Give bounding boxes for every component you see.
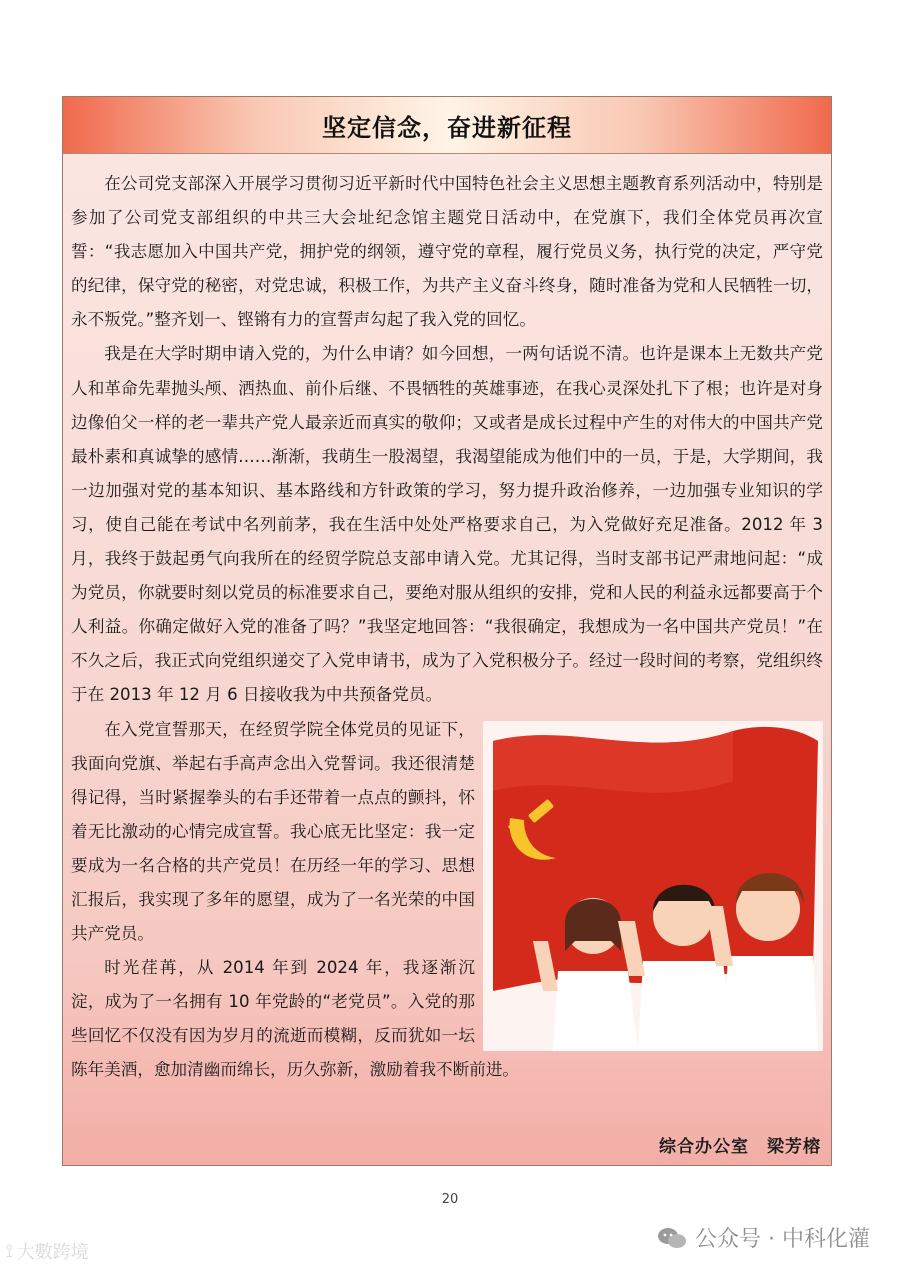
paragraph-3: 在入党宣誓那天，在经贸学院全体党员的见证下，我面向党旗、举起右手高声念出入党誓词。我还很清楚得记得，当时紧握拳头的右手还带着一点点的颤抖，怀着无比激动的心情完成宣誓。我心底无比坚定：我一定要成为一名合格的共产党员！在历经一年的学习、思想汇报后，我实现了多年的愿望，成为了一名光荣的中国共产党员。 xyxy=(71,719,475,944)
wechat-watermark xyxy=(657,1222,870,1253)
corner-watermark xyxy=(6,1238,89,1264)
paragraph-1: 在公司党支部深入开展学习贯彻习近平新时代中国特色社会主义思想主题教育系列活动中，特别是参加了公司党支部组织的中共三大会址纪念馆主题党日活动中，在党旗下，我们全体党员再次宣誓：“我志愿加入中国共产党，拥护党的纲领，遵守党的章程，履行党员义务，执行党的决定，严守党的纪律，保守党的秘密，对党忠诚，积极工作，为共产主义奋斗终身，随时准备为党和人民牺牲一切，永不叛党。”整齐划一、铿锵有力的宣誓声勾起了我入党的回忆。 xyxy=(71,174,823,330)
page-number: 20 xyxy=(441,1192,459,1207)
flag-and-youths-drawing xyxy=(483,721,823,1051)
article-signature: 综合办公室 梁芳榕 xyxy=(659,1137,821,1157)
paragraph-4: 时光荏苒，从 2014 年到 2024 年，我逐渐沉淀，成为了一名拥有 10 年党龄的“老党员”。入党的那些回忆不仅没有因为岁月的流逝而模糊，反而犹如一坛陈年美酒，愈加清幽而绵长，历久弥新，激励着我不断前进。 xyxy=(71,958,520,1080)
corner-watermark-text: 大數跨境 xyxy=(16,1242,89,1263)
article-title: 坚定信念，奋进新征程 xyxy=(322,113,572,142)
wechat-icon xyxy=(657,1226,687,1250)
corner-logo-icon: ⟟ xyxy=(6,1240,13,1262)
article-frame xyxy=(62,96,832,1166)
paragraph-2: 我是在大学时期申请入党的，为什么申请？如今回想，一两句话说不清。也许是课本上无数共产党人和革命先辈抛头颅、洒热血、前仆后继、不畏牺牲的英雄事迹，在我心灵深处扎下了根；也许是对身边像伯父一样的老一辈共产党人最亲近而真实的敬仰；又或者是成长过程中产生的对伟大的中国共产党最朴素和真诚挚的感情……渐渐，我萌生一股渴望，我渴望能成为他们中的一员，于是，大学期间，我一边加强对党的基本知识、基本路线和方针政策的学习，努力提升政治修养，一边加强专业知识的学习，使自己能在考试中名列前茅，我在生活中处处严格要求自己，为入党做好充足准备。2012 年 3 月，我终于鼓起勇气向我所在的经贸学院总支部申请入党。尤其记得，当时支部书记严肃地问起：“成为党员，你就要时刻以党员的标准要求自己，要绝对服从组织的安排，党和人民的利益永远都要高于个人利益。你确定做好入党的准备了吗？”我坚定地回答：“我很确定，我想成为一名中国共产党员！”在不久之后，我正式向党组织递交了入党申请书，成为了入党积极分子。经过一段时间的考察，党组织终于在 2013 年 12 月 6 日接收我为中共预备党员。 xyxy=(71,344,823,705)
party-flag-illustration xyxy=(483,721,823,1051)
title-bar xyxy=(63,97,831,154)
wechat-account-name: 公众号 · 中科化灌 xyxy=(695,1227,870,1252)
article-body xyxy=(71,167,823,1088)
